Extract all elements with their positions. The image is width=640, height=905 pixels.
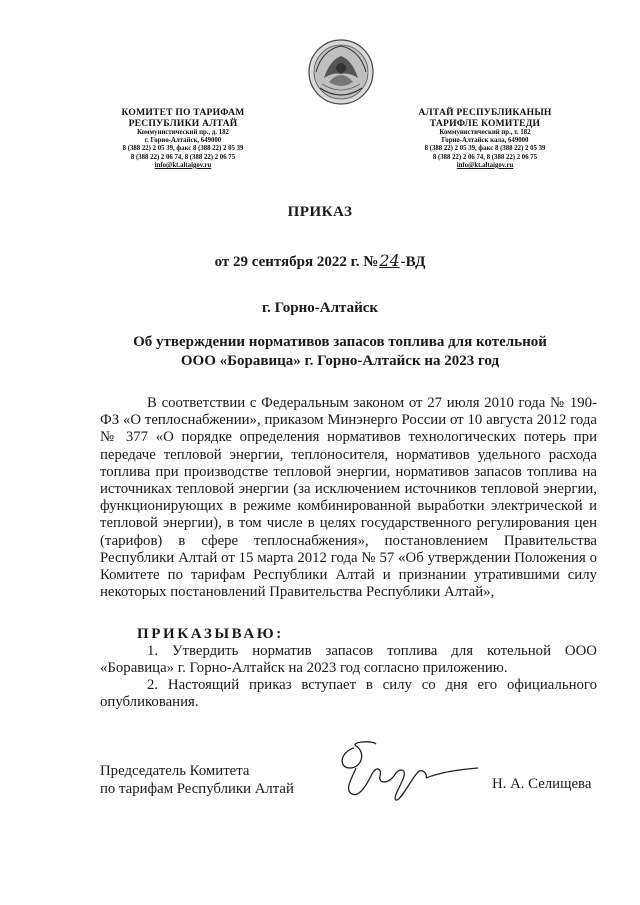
header-left-org-line1: КОМИТЕТ ПО ТАРИФАМ (121, 107, 245, 118)
handwritten-number: 24 (379, 251, 400, 270)
header-right-org-line1: АЛТАЙ РЕСПУБЛИКАНЫН (418, 107, 552, 118)
signer-name: Н. А. Селищева (492, 776, 592, 792)
preamble-paragraph: В соответствии с Федеральным законом от 27 июля 2010 года № 190-ФЗ «О теплоснабжении», приказом Минэнерго России от 10 августа 2012 года № 377 «О порядке определения нормативов технологических потерь при передаче тепловой энергии, теплоносителя, нормативов удельного расхода топлива при производстве тепловой энергии, нормативов запасов топлива на источниках тепловой энергии (за исключением источников тепловой энергии, функционирующих в режиме комбинированной выработки электрической и тепловой энергии), в том числе в целях государственного регулирования цен (тарифов) в сфере теплоснабжения», постановлением Правительства Республики Алтай от 15 марта 2012 года № 57 «Об утверждении Положения о Комитете по тарифам Республики Алтай и признании утратившими силу некоторых постановлений Правительства Республики Алтай», (100, 395, 597, 601)
header-left-block (78, 107, 288, 170)
header-left-address2: г. Горно-Алтайск, 649000 (144, 137, 222, 145)
signer-position-line1: Председатель Комитета (100, 763, 250, 779)
order-item-1: 1. Утвердить норматив запасов топлива для котельной ООО «Боравица» г. Горно-Алтайск на 2023 год согласно приложению. (100, 643, 597, 677)
document-date-number (0, 251, 640, 271)
handwritten-signature (332, 738, 482, 802)
document-city: г. Горно-Алтайск (261, 300, 379, 316)
header-left-email[interactable]: info@kt.altaigov.ru (154, 161, 212, 169)
header-right-email[interactable]: info@kt.altaigov.ru (456, 161, 514, 169)
signer-position-line2: по тарифам Республики Алтай (100, 781, 294, 797)
header-right-block (380, 107, 590, 170)
document-subject (100, 333, 580, 371)
header-right-phones2: 8 (388 22) 2 06 74, 8 (388 22) 2 06 75 (432, 153, 538, 161)
coat-of-arms-emblem (302, 38, 380, 106)
header-right-org-line2: ТАРИФЛЕ КОМИТЕДИ (429, 118, 541, 129)
signer-position (100, 762, 294, 798)
header-left-address1: Коммунистический пр., д. 182 (137, 129, 229, 136)
document-title: ПРИКАЗ (287, 204, 353, 220)
header-right-address1: Коммунистический пр., т. 182 (439, 129, 531, 136)
number-suffix: -ВД (400, 254, 426, 270)
header-left-phones1: 8 (388 22) 2 05 39, факс 8 (388 22) 2 05 39 (122, 145, 244, 153)
subject-line2: ООО «Боравица» г. Горно-Алтайск на 2023 год (180, 353, 500, 369)
subject-line1: Об утверждении нормативов запасов топлива для котельной (133, 334, 547, 350)
header-right-address2: Горно-Алтайск кала, 649000 (441, 137, 529, 145)
order-word: ПРИКАЗЫВАЮ: (137, 626, 284, 642)
header-left-org-line2: РЕСПУБЛИКИ АЛТАЙ (128, 118, 238, 129)
header-right-phones1: 8 (388 22) 2 05 39, факс 8 (388 22) 2 05 39 (424, 145, 546, 153)
header-left-phones2: 8 (388 22) 2 06 74, 8 (388 22) 2 06 75 (130, 153, 236, 161)
order-item-2: 2. Настоящий приказ вступает в силу со дня его официального опубликования. (100, 677, 597, 711)
date-prefix: от 29 сентября 2022 г. № (214, 254, 379, 270)
